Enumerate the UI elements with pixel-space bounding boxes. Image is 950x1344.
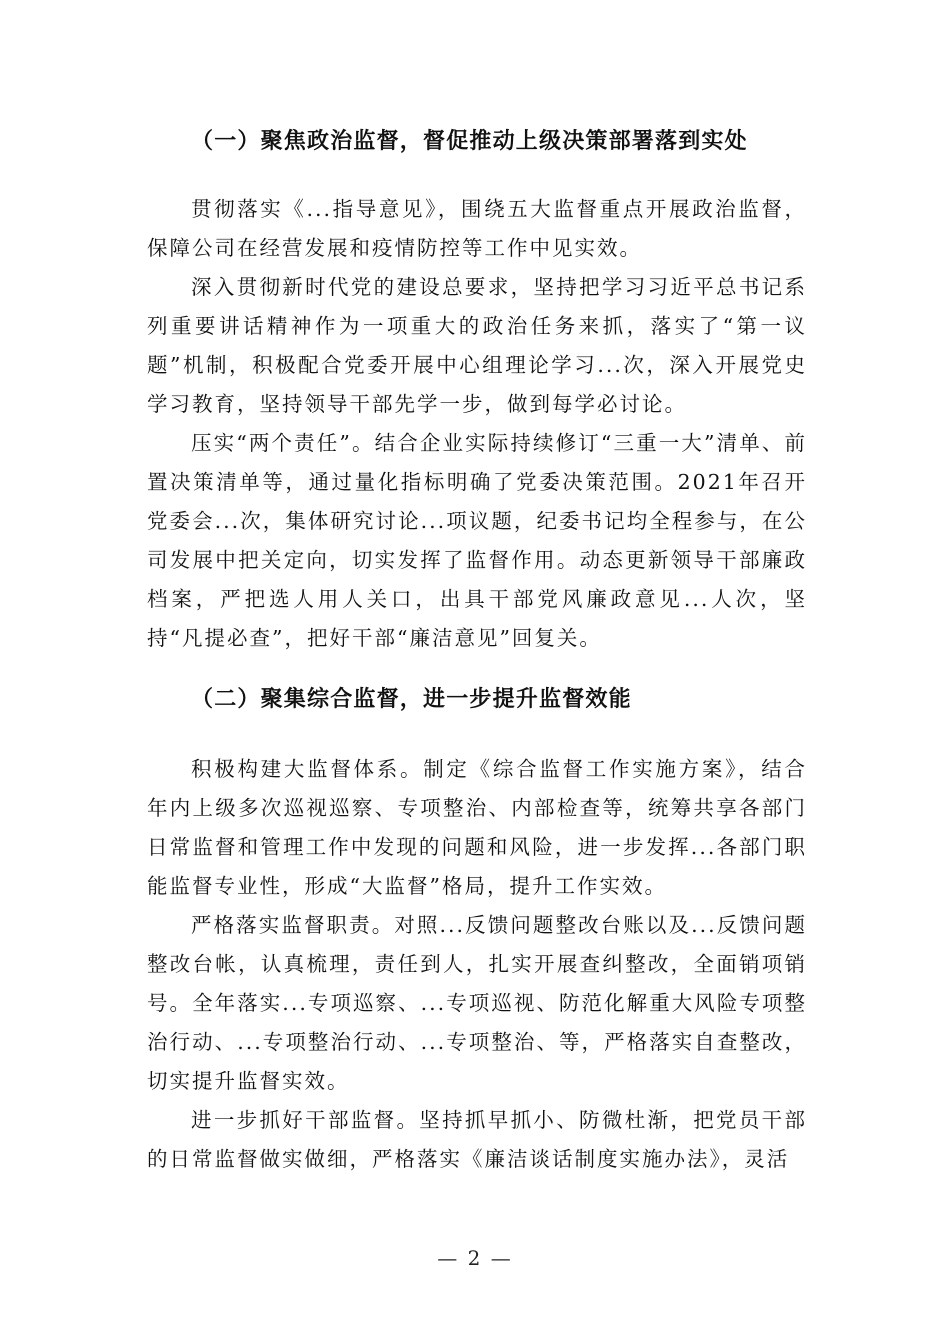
document-body [147, 122, 807, 1179]
paragraph: 严格落实监督职责。对照...反馈问题整改台账以及...反馈问题整改台帐，认真梳理，责任到人，扎实开展查纠整改，全面销项销号。全年落实...专项巡察、...专项巡视、防范化解重大风险专项整治行动、...专项整治行动、...专项整治、等，严格落实自查整改，切实提升监督实效。 [147, 913, 807, 1093]
paragraph: 进一步抓好干部监督。坚持抓早抓小、防微杜渐，把党员干部的日常监督做实做细，严格落实《廉洁谈话制度实施办法》，灵活 [147, 1108, 807, 1171]
page-number: — 2 — [437, 1246, 513, 1270]
section-heading-2: （二）聚集综合监督，进一步提升监督效能 [191, 687, 632, 712]
paragraph: 积极构建大监督体系。制定《综合监督工作实施方案》，结合年内上级多次巡视巡察、专项整治、内部检查等，统筹共享各部门日常监督和管理工作中发现的问题和风险，进一步发挥...各部门职能监督专业性，形成“大监督”格局，提升工作实效。 [147, 757, 807, 898]
paragraph: 深入贯彻新时代党的建设总要求，坚持把学习习近平总书记系列重要讲话精神作为一项重大的政治任务来抓，落实了“第一议题”机制，积极配合党委开展中心组理论学习...次，深入开展党史学习教育，坚持领导干部先学一步，做到每学必讨论。 [147, 275, 807, 416]
paragraph: 贯彻落实《...指导意见》，围绕五大监督重点开展政治监督，保障公司在经营发展和疫情防控等工作中见实效。 [147, 197, 807, 260]
section-heading-1: （一）聚焦政治监督，督促推动上级决策部署落到实处 [191, 129, 748, 154]
paragraph: 压实“两个责任”。结合企业实际持续修订“三重一大”清单、前置决策清单等，通过量化指标明确了党委决策范围。2021年召开党委会...次，集体研究讨论...项议题，纪委书记均全程参与，在公司发展中把关定向，切实发挥了监督作用。动态更新领导干部廉政档案，严把选人用人关口，出具干部党风廉政意见...人次，坚持“凡提必查”，把好干部“廉洁意见”回复关。 [147, 431, 807, 650]
